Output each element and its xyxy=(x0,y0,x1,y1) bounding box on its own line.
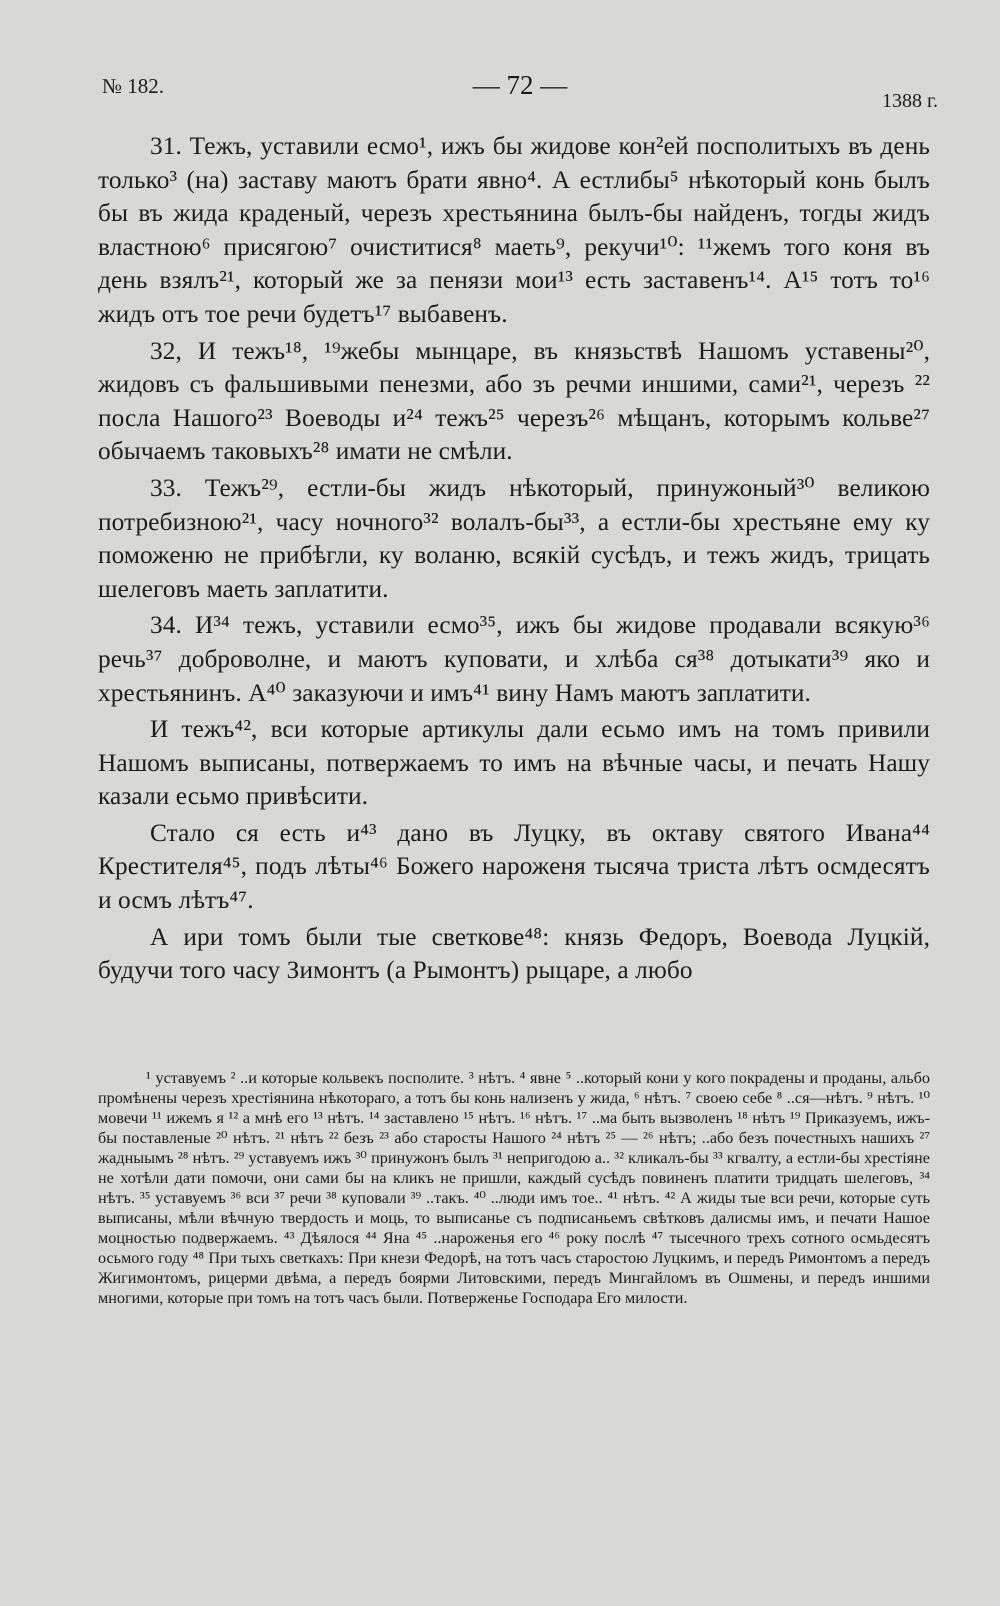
article-32: 32, И тежъ¹⁸, ¹⁹жебы мынцаре, въ князьствѣ Нашомъ уставены²⁰, жидовъ съ фальшивыми пенезми, або зъ речми иншими, сами²¹, черезъ ²² посла Нашого²³ Воеводы и²⁴ тежъ²⁵ черезъ²⁶ мѣщанъ, которымъ кольве²⁷ обычаемъ таковыхъ²⁸ имати не смѣли. xyxy=(98,336,930,466)
witnesses-paragraph: А ири томъ были тые светкове⁴⁸: князь Федоръ, Воевода Луцкій, будучи того часу Зимонтъ (а Рымонтъ) рыцаре, а любо xyxy=(98,922,930,985)
footnotes-text: ¹ уставуемъ ² ..и которые кольвекъ посполите. ³ нѣтъ. ⁴ явне ⁵ ..который кони у кого покрадены и проданы, альбо промѣнены черезъ хрестіянина нѣкотораго, а тотъ бы конь нализенъ у жида, ⁶ нѣтъ. ⁷ своею себе ⁸ ..ся—нѣтъ. ⁹ нѣтъ. ¹⁰ мовечи ¹¹ ижемъ я ¹² а мнѣ его ¹³ нѣтъ. ¹⁴ заставлено ¹⁵ нѣтъ. ¹⁶ нѣтъ. ¹⁷ ..ма быть вызволенъ ¹⁸ нѣтъ ¹⁹ Приказуемъ, ижъ-бы поставленые ²⁰ нѣтъ. ²¹ нѣтъ ²² безъ ²³ або старосты Нашого ²⁴ нѣтъ ²⁵ — ²⁶ нѣтъ; ..або безъ почестныхъ нашихъ ²⁷ жадныымъ ²⁸ нѣтъ. ²⁹ уставуемъ ижъ ³⁰ принужонъ былъ ³¹ непригодою а.. ³² кликалъ-бы ³³ кгвалту, а естли-бы хрестіяне не хотѣли дати помочи, они сами бы на кликъ не пришли, каждый сусѣдъ повиненъ платити тридцать шелеговъ, ³⁴ нѣтъ. ³⁵ уставуемъ ³⁶ вси ³⁷ речи ³⁸ куповали ³⁹ ..такъ. ⁴⁰ ..люди имъ тое.. ⁴¹ нѣтъ. ⁴² А жиды тые вси речи, которые суть выписаны, мѣли вѣчную твердость и моць, то выписанье съ подписаньемъ свѣтковъ далисмы имъ, и печати Нашое моцностью подвержаемъ. ⁴³ Дѣялося ⁴⁴ Яна ⁴⁵ ..нароженья его ⁴⁶ року послѣ ⁴⁷ тысечного трехъ сотного осмьдесятъ осьмого году ⁴⁸ При тыхъ светкахъ: При кнези Федорѣ, на тотъ часъ старостою Луцкимъ, и передъ Римонтомъ а передъ Жигимонтомъ, рицерми двѣма, а передъ боярми Литовскими, передъ Мингайломъ въ Ошмены, и передъ иншими многими, которые при томъ на тотъ часъ были. Потверженье Господара Его милости. xyxy=(98,1069,930,1307)
article-34: 34. И³⁴ тежъ, уставили есмо³⁵, ижъ бы жидове продавали всякую³⁶ речь³⁷ доброволне, и маютъ куповати, и хлѣба ся³⁸ дотыкати³⁹ яко и хрестьянинъ. А⁴⁰ заказуючи и имъ⁴¹ вину Намъ маютъ заплатити. xyxy=(98,611,930,707)
main-text xyxy=(98,130,930,988)
article-33: 33. Тежъ²⁹, естли-бы жидъ нѣкоторый, принужоный³⁰ великою потребизною²¹, часу ночного³² волалъ-бы³³, а естли-бы хрестьяне ему ку поможеню не прибѣгли, ку воланю, всякій сусѣдъ, и тежъ жидъ, трицать шелеговъ маеть заплатити. xyxy=(98,473,930,603)
page-header xyxy=(102,70,938,110)
page-number: — 72 — xyxy=(472,70,568,100)
article-31: 31. Тежъ, уставили есмо¹, ижъ бы жидове кон²ей посполитыхъ въ день только³ (на) заставу маютъ брати явно⁴. А естлибы⁵ нѣкоторый конь былъ бы въ жида краденый, черезъ хрестьянина былъ-бы найденъ, тогды жидъ властною⁶ присягою⁷ очиститися⁸ маеть⁹, рекучи¹⁰: ¹¹жемъ того коня въ день взялъ²¹, который же за пенязи мои¹³ есть заставенъ¹⁴. А¹⁵ тотъ то¹⁶ жидъ отъ тое речи будетъ¹⁷ выбавенъ. xyxy=(98,132,930,328)
document-year: 1388 г. xyxy=(882,90,938,112)
confirmation-paragraph: И тежъ⁴², вси которые артикулы дали есьмо имъ на томъ привили Нашомъ выписаны, потвержаемъ то имъ на вѣчные часы, и печать Нашу казали есьмо привѣсити. xyxy=(98,715,930,811)
dating-paragraph: Стало ся есть и⁴³ дано въ Луцку, въ октаву святого Ивана⁴⁴ Крестителя⁴⁵, подъ лѣты⁴⁶ Божего нароженя тысяча триста лѣтъ осмдесятъ и осмъ лѣтъ⁴⁷. xyxy=(98,818,930,915)
footnotes xyxy=(98,1068,930,1308)
document-number: № 182. xyxy=(102,74,165,98)
